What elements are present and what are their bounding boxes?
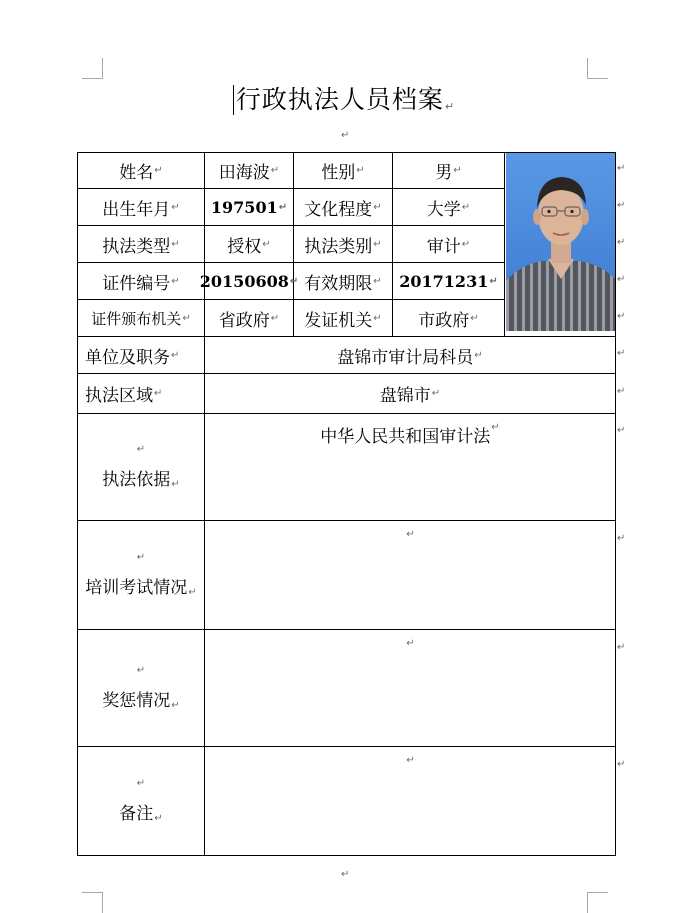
name-label-cell[interactable]	[78, 153, 204, 188]
page-corner-mark	[82, 58, 103, 79]
table-border	[77, 855, 616, 856]
basis-value-cell[interactable]	[205, 414, 615, 520]
paragraph-mark: ↵	[431, 388, 441, 399]
paragraph-mark: ↵	[278, 201, 288, 213]
paragraph-mark: ↵	[136, 552, 146, 563]
paragraph-mark: ↵	[154, 388, 163, 399]
issuing-authority-value: 省政府	[218, 310, 270, 331]
row-end-mark: ↵	[617, 311, 626, 322]
page-corner-mark	[82, 892, 103, 913]
paragraph-mark: ↵	[171, 201, 180, 213]
portrait-photo-icon	[506, 153, 615, 331]
training-label-cell[interactable]	[78, 521, 204, 629]
paragraph-mark: ↵	[373, 201, 382, 213]
gender-label-cell[interactable]	[294, 153, 392, 188]
cert-number-value-cell[interactable]	[199, 263, 299, 299]
row-end-mark: ↵	[617, 274, 626, 285]
area-label-cell[interactable]	[78, 374, 204, 413]
education-value: 大学	[426, 199, 461, 220]
paragraph-mark: ↵	[356, 165, 365, 176]
enforcement-category-label-cell[interactable]	[294, 226, 392, 262]
validity-label: 有效期限	[304, 273, 373, 294]
paragraph-mark: ↵	[171, 479, 180, 490]
table-border	[504, 152, 505, 336]
paragraph-mark: ↵	[373, 238, 382, 250]
unit-value-cell[interactable]	[205, 337, 615, 373]
enforcement-category-value-cell[interactable]	[393, 226, 504, 262]
paragraph-mark: ↵	[373, 275, 382, 287]
validity-value: 20171231	[399, 271, 489, 291]
paragraph-mark: ↵	[154, 165, 163, 176]
cert-office-label-cell[interactable]	[294, 300, 392, 336]
row-end-mark: ↵	[617, 163, 626, 174]
birth-label: 出生年月	[102, 199, 171, 220]
paragraph-mark: ↵	[171, 349, 180, 361]
education-value-cell[interactable]	[393, 189, 504, 225]
cert-number-label-cell[interactable]	[78, 263, 204, 299]
paragraph-mark: ↵	[461, 201, 471, 213]
training-label: 培训考试情况	[85, 578, 188, 598]
remarks-value-cell[interactable]	[205, 747, 615, 855]
unit-label: 单位及职务	[85, 347, 170, 368]
issuing-authority-label-cell[interactable]	[78, 300, 204, 336]
name-value-cell[interactable]	[205, 153, 293, 188]
paragraph-mark: ↵	[182, 312, 191, 324]
enforcement-type-label: 执法类型	[102, 236, 171, 257]
education-label-cell[interactable]	[294, 189, 392, 225]
document-title[interactable]	[0, 80, 688, 116]
enforcement-type-label-cell[interactable]	[78, 226, 204, 262]
cert-number-label: 证件编号	[102, 273, 171, 294]
basis-label: 执法依据	[102, 470, 171, 490]
paragraph-mark: ↵	[341, 130, 350, 141]
awards-value-cell[interactable]	[205, 630, 615, 746]
row-end-mark: ↵	[617, 200, 626, 211]
cert-number-value: 20150608	[199, 271, 289, 291]
gender-value: 男	[435, 163, 453, 183]
paragraph-mark: ↵	[171, 238, 180, 250]
cert-office-value: 市政府	[418, 310, 470, 331]
area-value-cell[interactable]	[205, 374, 615, 413]
paragraph-mark: ↵	[491, 422, 500, 433]
paragraph-mark: ↵	[406, 638, 415, 649]
paragraph-mark: ↵	[489, 275, 498, 287]
area-label: 执法区域	[85, 386, 153, 406]
basis-label-cell[interactable]	[78, 414, 204, 520]
enforcement-category-label: 执法类别	[304, 236, 373, 257]
issuing-authority-value-cell[interactable]	[205, 300, 293, 336]
paragraph-mark: ↵	[453, 165, 462, 176]
enforcement-type-value-cell[interactable]	[205, 226, 293, 262]
unit-value: 盘锦市审计局科员	[337, 347, 474, 368]
remarks-label-cell[interactable]	[78, 747, 204, 855]
paragraph-mark: ↵	[136, 778, 146, 789]
remarks-label: 备注	[119, 804, 154, 824]
row-end-mark: ↵	[617, 533, 626, 544]
row-end-mark: ↵	[617, 237, 626, 248]
awards-label-cell[interactable]	[78, 630, 204, 746]
paragraph-mark: ↵	[154, 813, 163, 824]
paragraph-mark: ↵	[341, 869, 350, 880]
paragraph-mark: ↵	[444, 100, 456, 113]
paragraph-mark: ↵	[136, 444, 146, 455]
paragraph-mark: ↵	[474, 349, 483, 361]
portrait-photo-drawing	[506, 153, 615, 331]
birth-value-cell[interactable]	[205, 189, 293, 225]
cert-office-label: 发证机关	[304, 310, 373, 331]
paragraph-mark: ↵	[171, 700, 180, 711]
paragraph-mark: ↵	[188, 587, 197, 598]
paragraph-mark: ↵	[373, 312, 382, 324]
paragraph-mark: ↵	[171, 275, 180, 287]
paragraph-mark: ↵	[461, 238, 471, 250]
paragraph-mark: ↵	[406, 529, 415, 540]
paragraph-mark: ↵	[262, 238, 271, 250]
table-border	[615, 152, 616, 856]
birth-label-cell[interactable]	[78, 189, 204, 225]
paragraph-mark: ↵	[406, 755, 415, 766]
cert-office-value-cell[interactable]	[393, 300, 504, 336]
name-label: 姓名	[119, 163, 154, 183]
paragraph-mark: ↵	[289, 275, 299, 287]
row-end-mark: ↵	[617, 348, 626, 359]
row-end-mark: ↵	[617, 386, 626, 397]
training-value-cell[interactable]	[205, 521, 615, 629]
education-label: 文化程度	[304, 199, 373, 220]
page-corner-mark	[587, 892, 608, 913]
birth-value: 197501	[210, 197, 278, 217]
name-value: 田海波	[218, 163, 270, 183]
paragraph-mark: ↵	[270, 312, 280, 324]
document-title-text: 行政执法人员档案	[235, 85, 444, 114]
row-end-mark: ↵	[617, 642, 626, 653]
paragraph-mark: ↵	[136, 665, 146, 676]
row-end-mark: ↵	[617, 759, 626, 770]
basis-value: 中华人民共和国审计法	[320, 427, 491, 447]
unit-label-cell[interactable]	[78, 337, 204, 373]
text-cursor	[233, 85, 234, 115]
enforcement-type-value: 授权	[227, 236, 262, 257]
validity-label-cell[interactable]	[294, 263, 392, 299]
gender-label: 性别	[321, 163, 356, 183]
area-value: 盘锦市	[379, 386, 431, 406]
validity-value-cell[interactable]	[393, 263, 504, 299]
paragraph-mark: ↵	[270, 165, 280, 176]
paragraph-mark: ↵	[470, 312, 479, 324]
page-corner-mark	[587, 58, 608, 79]
enforcement-category-value: 审计	[426, 236, 461, 257]
row-end-mark: ↵	[617, 425, 626, 436]
awards-label: 奖惩情况	[102, 691, 171, 711]
issuing-authority-label: 证件颁布机关	[91, 309, 182, 328]
gender-value-cell[interactable]	[393, 153, 504, 188]
